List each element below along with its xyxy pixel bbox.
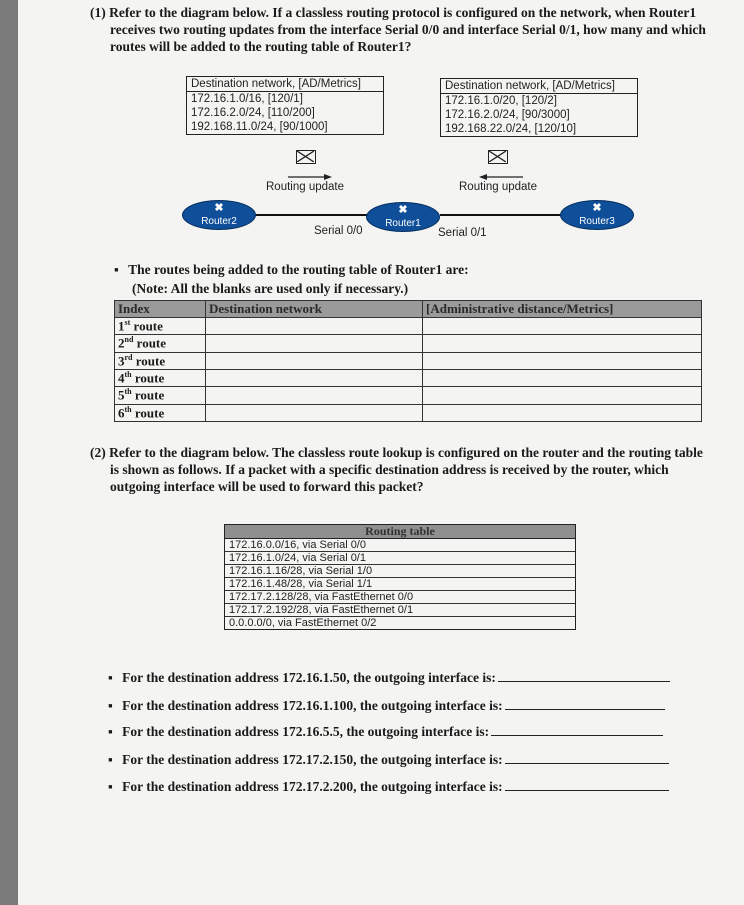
table-row: 5th route	[115, 387, 702, 404]
table-row: 6th route	[115, 404, 702, 421]
q2-bullet-text: For the destination address 172.16.1.50, the outgoing interface is:	[122, 670, 496, 685]
router2-icon	[182, 200, 256, 230]
left-routing-update-box	[186, 76, 384, 135]
routing-table-title: Routing table	[225, 525, 575, 539]
blank-cell[interactable]	[423, 318, 702, 335]
q2-bullet	[108, 724, 663, 740]
bullet-icon: ▪	[108, 779, 113, 794]
routing-table-row: 172.17.2.192/28, via FastEthernet 0/1	[225, 604, 575, 617]
answer-blank[interactable]	[505, 709, 665, 710]
blank-cell[interactable]	[206, 352, 423, 369]
blank-cell[interactable]	[206, 318, 423, 335]
router-arrows-icon: ✖	[214, 202, 224, 214]
blank-cell[interactable]	[423, 352, 702, 369]
q2-line1: (2) Refer to the diagram below. The classless route lookup is configured on the router and the routing table	[90, 445, 703, 460]
blank-cell[interactable]	[423, 387, 702, 404]
answer-table-header	[115, 301, 702, 318]
right-update-row: 172.16.2.0/24, [90/3000]	[445, 109, 570, 121]
router-arrows-icon: ✖	[398, 204, 408, 216]
right-routing-update-caption: Routing update	[459, 181, 538, 193]
blank-cell[interactable]	[206, 387, 423, 404]
table-row: 2nd route	[115, 335, 702, 352]
left-update-row: 192.168.11.0/24, [90/1000]	[191, 121, 328, 133]
blank-cell[interactable]	[206, 404, 423, 421]
link-r1-r3	[440, 214, 570, 216]
question-2-text	[90, 444, 730, 495]
q1-line3: routes will be added to the routing table of Router1?	[110, 39, 412, 54]
routing-table-row: 172.16.1.16/28, via Serial 1/0	[225, 565, 575, 578]
answer-blank[interactable]	[505, 763, 669, 764]
table-row: 4th route	[115, 369, 702, 386]
answer-blank[interactable]	[498, 681, 670, 682]
question-1-text	[90, 4, 730, 55]
routing-table	[224, 524, 576, 630]
routing-table-row: 0.0.0.0/0, via FastEthernet 0/2	[229, 617, 377, 629]
right-update-row: 172.16.1.0/20, [120/2]	[445, 95, 557, 107]
link-r2-r1	[252, 214, 372, 216]
answer-blank[interactable]	[505, 790, 669, 791]
blank-cell[interactable]	[423, 369, 702, 386]
router1-label: Router1	[385, 218, 421, 229]
q2-bullet	[108, 698, 665, 714]
blank-cell[interactable]	[423, 335, 702, 352]
router1-icon	[366, 202, 440, 232]
routing-table-row: 172.16.0.0/16, via Serial 0/0	[225, 539, 575, 552]
q2-bullet	[108, 779, 669, 795]
routing-table-row: 172.17.2.128/28, via FastEthernet 0/0	[225, 591, 575, 604]
right-routing-update-box	[440, 78, 638, 137]
q1-bullet	[114, 262, 469, 278]
bullet-icon: ▪	[114, 262, 119, 277]
col-destination: Destination network	[206, 301, 423, 318]
q2-line2: is shown as follows. If a packet with a specific destination address is received by the router, which	[110, 462, 669, 477]
q2-bullet-text: For the destination address 172.16.5.5, the outgoing interface is:	[122, 724, 490, 739]
bullet-icon: ▪	[108, 724, 113, 739]
left-update-row: 172.16.2.0/24, [110/200]	[191, 107, 315, 119]
left-update-header: Destination network, [AD/Metrics]	[187, 77, 383, 92]
bullet-icon: ▪	[108, 698, 113, 713]
serial-0-0-label: Serial 0/0	[314, 225, 363, 237]
left-update-row: 172.16.1.0/16, [120/1]	[191, 93, 303, 105]
blank-cell[interactable]	[206, 369, 423, 386]
answer-table	[114, 300, 702, 422]
worksheet-page	[18, 0, 744, 905]
q2-bullet-text: For the destination address 172.17.2.200, the outgoing interface is:	[122, 779, 503, 794]
right-update-row: 192.168.22.0/24, [120/10]	[445, 123, 577, 135]
router-arrows-icon: ✖	[592, 202, 602, 214]
table-row: 1st route	[115, 318, 702, 335]
envelope-icon	[488, 150, 508, 164]
serial-0-1-label: Serial 0/1	[438, 227, 487, 239]
col-index: Index	[115, 301, 206, 318]
right-update-header: Destination network, [AD/Metrics]	[441, 79, 637, 94]
blank-cell[interactable]	[206, 335, 423, 352]
q1-bullet-line1: The routes being added to the routing table of Router1 are:	[128, 262, 469, 277]
router2-label: Router2	[201, 216, 237, 227]
q1-line2: receives two routing updates from the interface Serial 0/0 and interface Serial 0/1, how many and which	[110, 22, 706, 37]
answer-blank[interactable]	[491, 735, 663, 736]
q2-bullet-text: For the destination address 172.16.1.100, the outgoing interface is:	[122, 698, 503, 713]
routing-table-row: 172.16.1.48/28, via Serial 1/1	[225, 578, 575, 591]
q1-bullet-note: (Note: All the blanks are used only if necessary.)	[132, 281, 409, 296]
q2-bullet	[108, 670, 670, 686]
routing-table-row: 172.16.1.0/24, via Serial 0/1	[225, 552, 575, 565]
left-routing-update-caption: Routing update	[266, 181, 345, 193]
envelope-icon	[296, 150, 316, 164]
router3-icon	[560, 200, 634, 230]
q2-line3: outgoing interface will be used to forward this packet?	[110, 479, 424, 494]
bullet-icon: ▪	[108, 670, 113, 685]
q2-bullet-text: For the destination address 172.17.2.150, the outgoing interface is:	[122, 752, 503, 767]
router3-label: Router3	[579, 216, 615, 227]
blank-cell[interactable]	[423, 404, 702, 421]
col-ad-metrics: [Administrative distance/Metrics]	[423, 301, 702, 318]
q1-line1: (1) Refer to the diagram below. If a classless routing protocol is configured on the network, when Router1	[90, 5, 697, 20]
q2-bullet	[108, 752, 669, 768]
table-row: 3rd route	[115, 352, 702, 369]
bullet-icon: ▪	[108, 752, 113, 767]
